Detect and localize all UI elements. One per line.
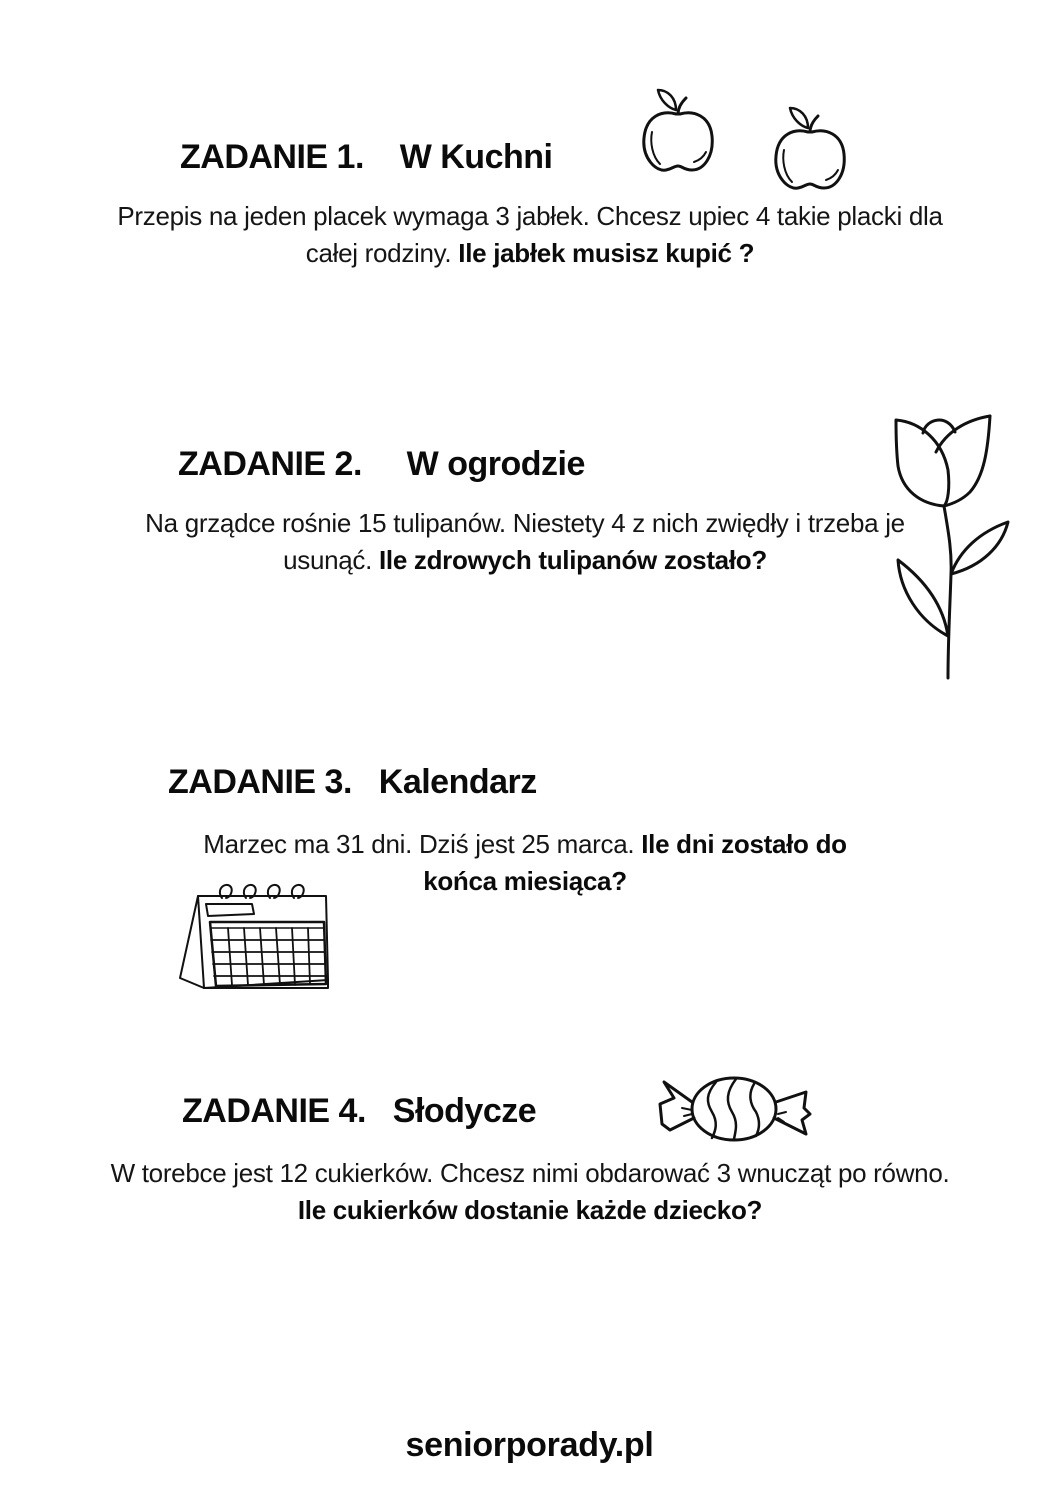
task-text: W torebce jest 12 cukierków. Chcesz nimi obdarować 3 wnucząt po równo. (110, 1158, 950, 1188)
task-question: Ile jabłek musisz kupić ? (458, 238, 755, 268)
task-4-heading (182, 1092, 536, 1131)
apple-icon (772, 104, 850, 194)
task-text: Przepis na jeden placek wymaga 3 jabłek. Chcesz upiec 4 takie placki dla całej rodziny. (117, 201, 943, 268)
task-title: W Kuchni (399, 138, 553, 176)
tulip-icon (890, 410, 1010, 682)
task-2-description (100, 505, 950, 579)
task-question-part-2: końca miesiąca? (423, 866, 627, 896)
task-1-description (110, 198, 950, 272)
task-3-heading (168, 763, 537, 802)
task-line-1 (110, 826, 940, 863)
task-question: Ile zdrowych tulipanów zostało? (378, 545, 767, 575)
candy-icon (656, 1074, 812, 1144)
task-1-heading (180, 138, 552, 177)
task-number: ZADANIE 3. (168, 763, 352, 801)
task-title: W ogrodzie (406, 445, 585, 483)
task-question-part-1: Ile dni zostało do (641, 829, 847, 859)
task-title: Kalendarz (378, 763, 537, 801)
task-text: Na grządce rośnie 15 tulipanów. Niestety 4 z nich zwiędły i trzeba je usunąć. (145, 508, 905, 575)
task-number: ZADANIE 2. (178, 445, 362, 483)
task-question: Ile cukierków dostanie każde dziecko? (297, 1195, 763, 1225)
task-text: Marzec ma 31 dni. Dziś jest 25 marca. (203, 829, 642, 859)
task-2-heading (178, 445, 585, 484)
task-title: Słodycze (392, 1092, 537, 1130)
calendar-icon (176, 880, 336, 995)
task-number: ZADANIE 4. (182, 1092, 366, 1130)
footer-site-name: seniorporady.pl (405, 1426, 654, 1464)
task-4-description (95, 1155, 965, 1229)
task-number: ZADANIE 1. (180, 138, 364, 176)
apple-icon (640, 86, 718, 176)
